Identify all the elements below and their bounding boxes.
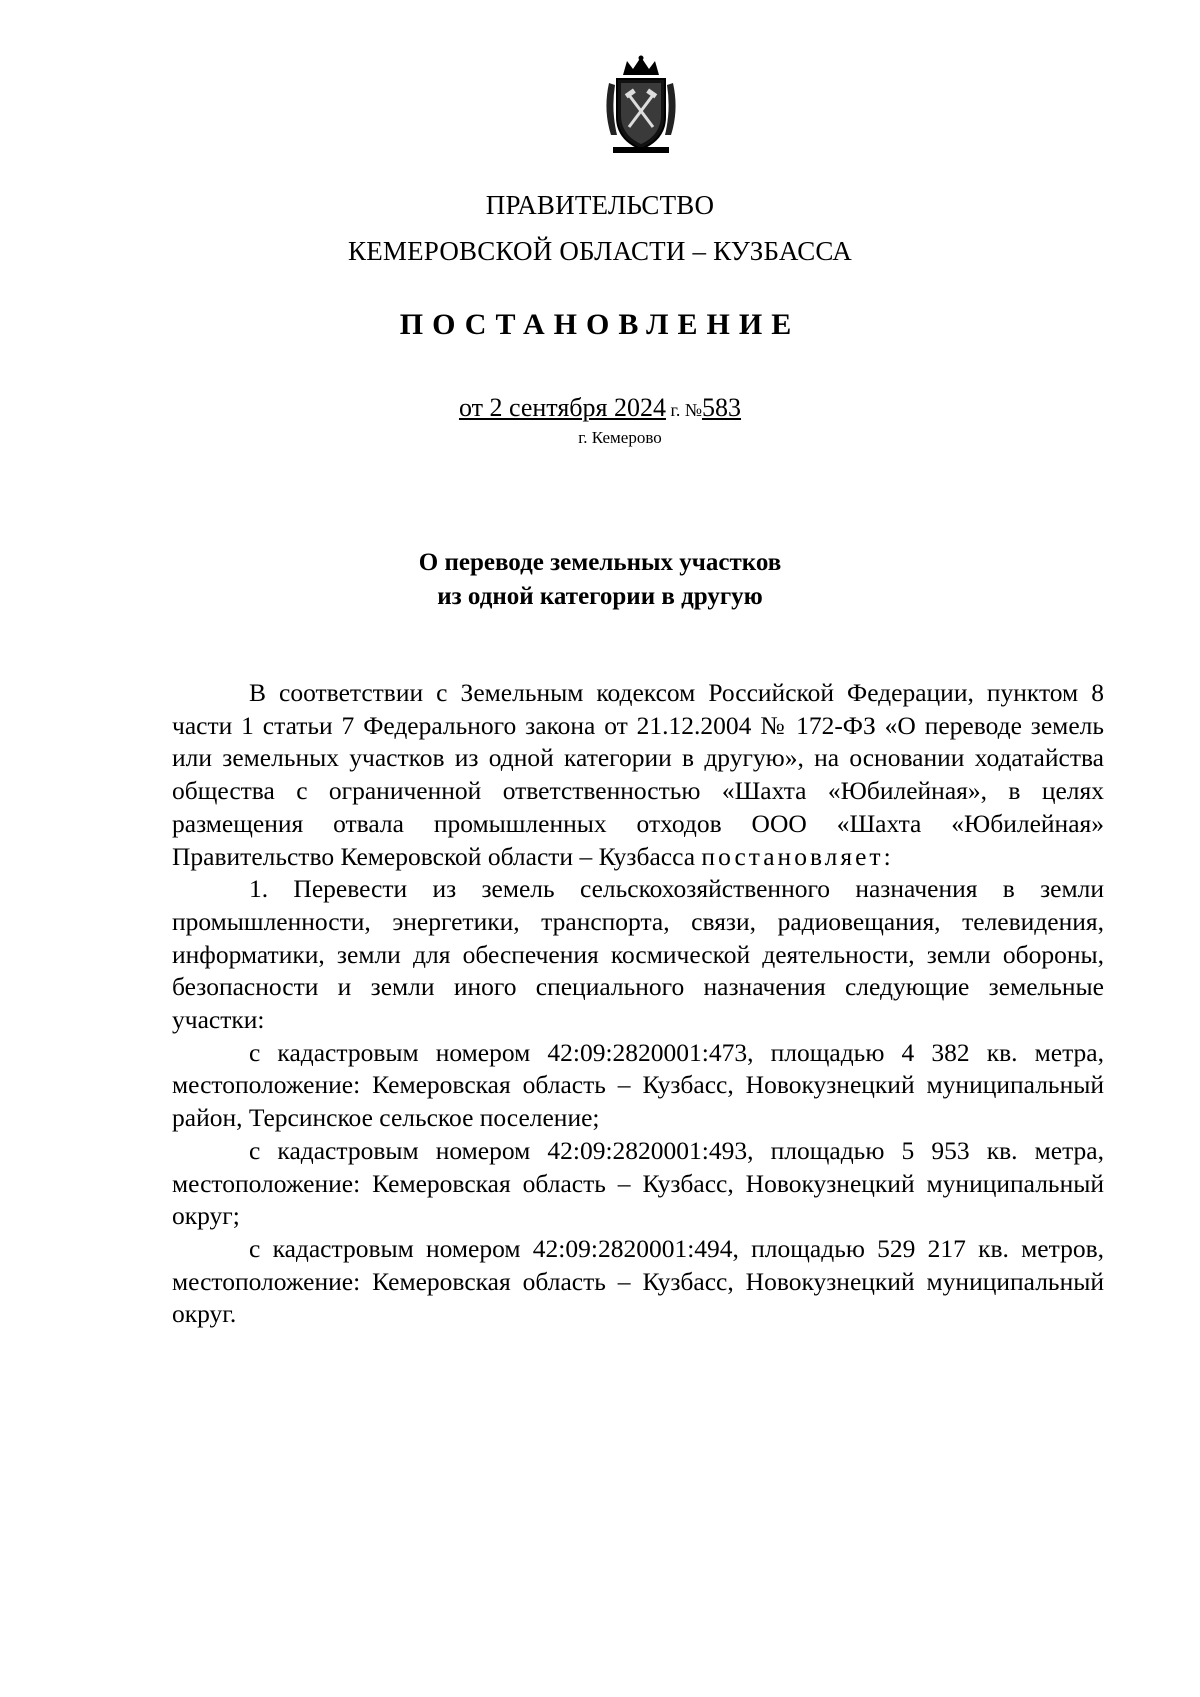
- preamble-paragraph: [172, 677, 1104, 873]
- date-number-line: [0, 393, 1200, 423]
- item-1-paragraph: 1. Перевести из земель сельскохозяйственного назначения в земли промышленности, энергетики, транспорта, связи, радиовещания, телевидения, информатики, земли для обеспечения космической деятельности, земли обороны, безопасности и земли иного специального назначения следующие земельные участки:: [172, 874, 1104, 1035]
- document-number: 583: [702, 393, 742, 422]
- government-title-line1: ПРАВИТЕЛЬСТВО: [485, 190, 715, 220]
- resolves-word: постановляет: [701, 841, 884, 871]
- document-date: от 2 сентября 2024: [458, 393, 666, 422]
- plot-1-paragraph: с кадастровым номером 42:09:2820001:473, площадью 4 382 кв. метра, местоположение: Кемеровская область – Кузбасс, Новокузнецкий муниципальный район, Терсинское сельское поселение;: [172, 1037, 1104, 1133]
- year-suffix: г.: [665, 400, 681, 420]
- document-title-line2: из одной категории в другую: [437, 583, 763, 610]
- plot-2-paragraph: с кадастровым номером 42:09:2820001:493, площадью 5 953 кв. метра, местоположение: Кемеровская область – Кузбасс, Новокузнецкий муниципальный округ;: [172, 1135, 1104, 1231]
- number-label: №: [680, 400, 703, 420]
- document-type-heading: ПОСТАНОВЛЕНИЕ: [399, 308, 801, 341]
- government-title-line2: КЕМЕРОВСКОЙ ОБЛАСТИ – КУЗБАССА: [348, 236, 852, 266]
- coat-of-arms-icon: [601, 55, 681, 155]
- plot-3-paragraph: с кадастровым номером 42:09:2820001:494, площадью 529 217 кв. метров, местоположение: Кемеровская область – Кузбасс, Новокузнецкий муниципальный округ.: [172, 1233, 1104, 1329]
- city-label: г. Кемерово: [578, 428, 662, 447]
- document-body: [172, 677, 1104, 1331]
- preamble-text: В соответствии с Земельным кодексом Российской Федерации, пунктом 8 части 1 статьи 7 Федерального закона от 21.12.2004 № 172-ФЗ «О переводе земель или земельных участков из одной категории в другую», на основании ходатайства общества с ограниченной ответственностью «Шахта «Юбилейная», в целях размещения отвала промышленных отходов ООО «Шахта «Юбилейная» Правительство Кемеровской области – Кузбасса: [172, 678, 1104, 871]
- document-title-line1: О переводе земельных участков: [418, 549, 782, 576]
- resolves-colon: :: [883, 841, 891, 871]
